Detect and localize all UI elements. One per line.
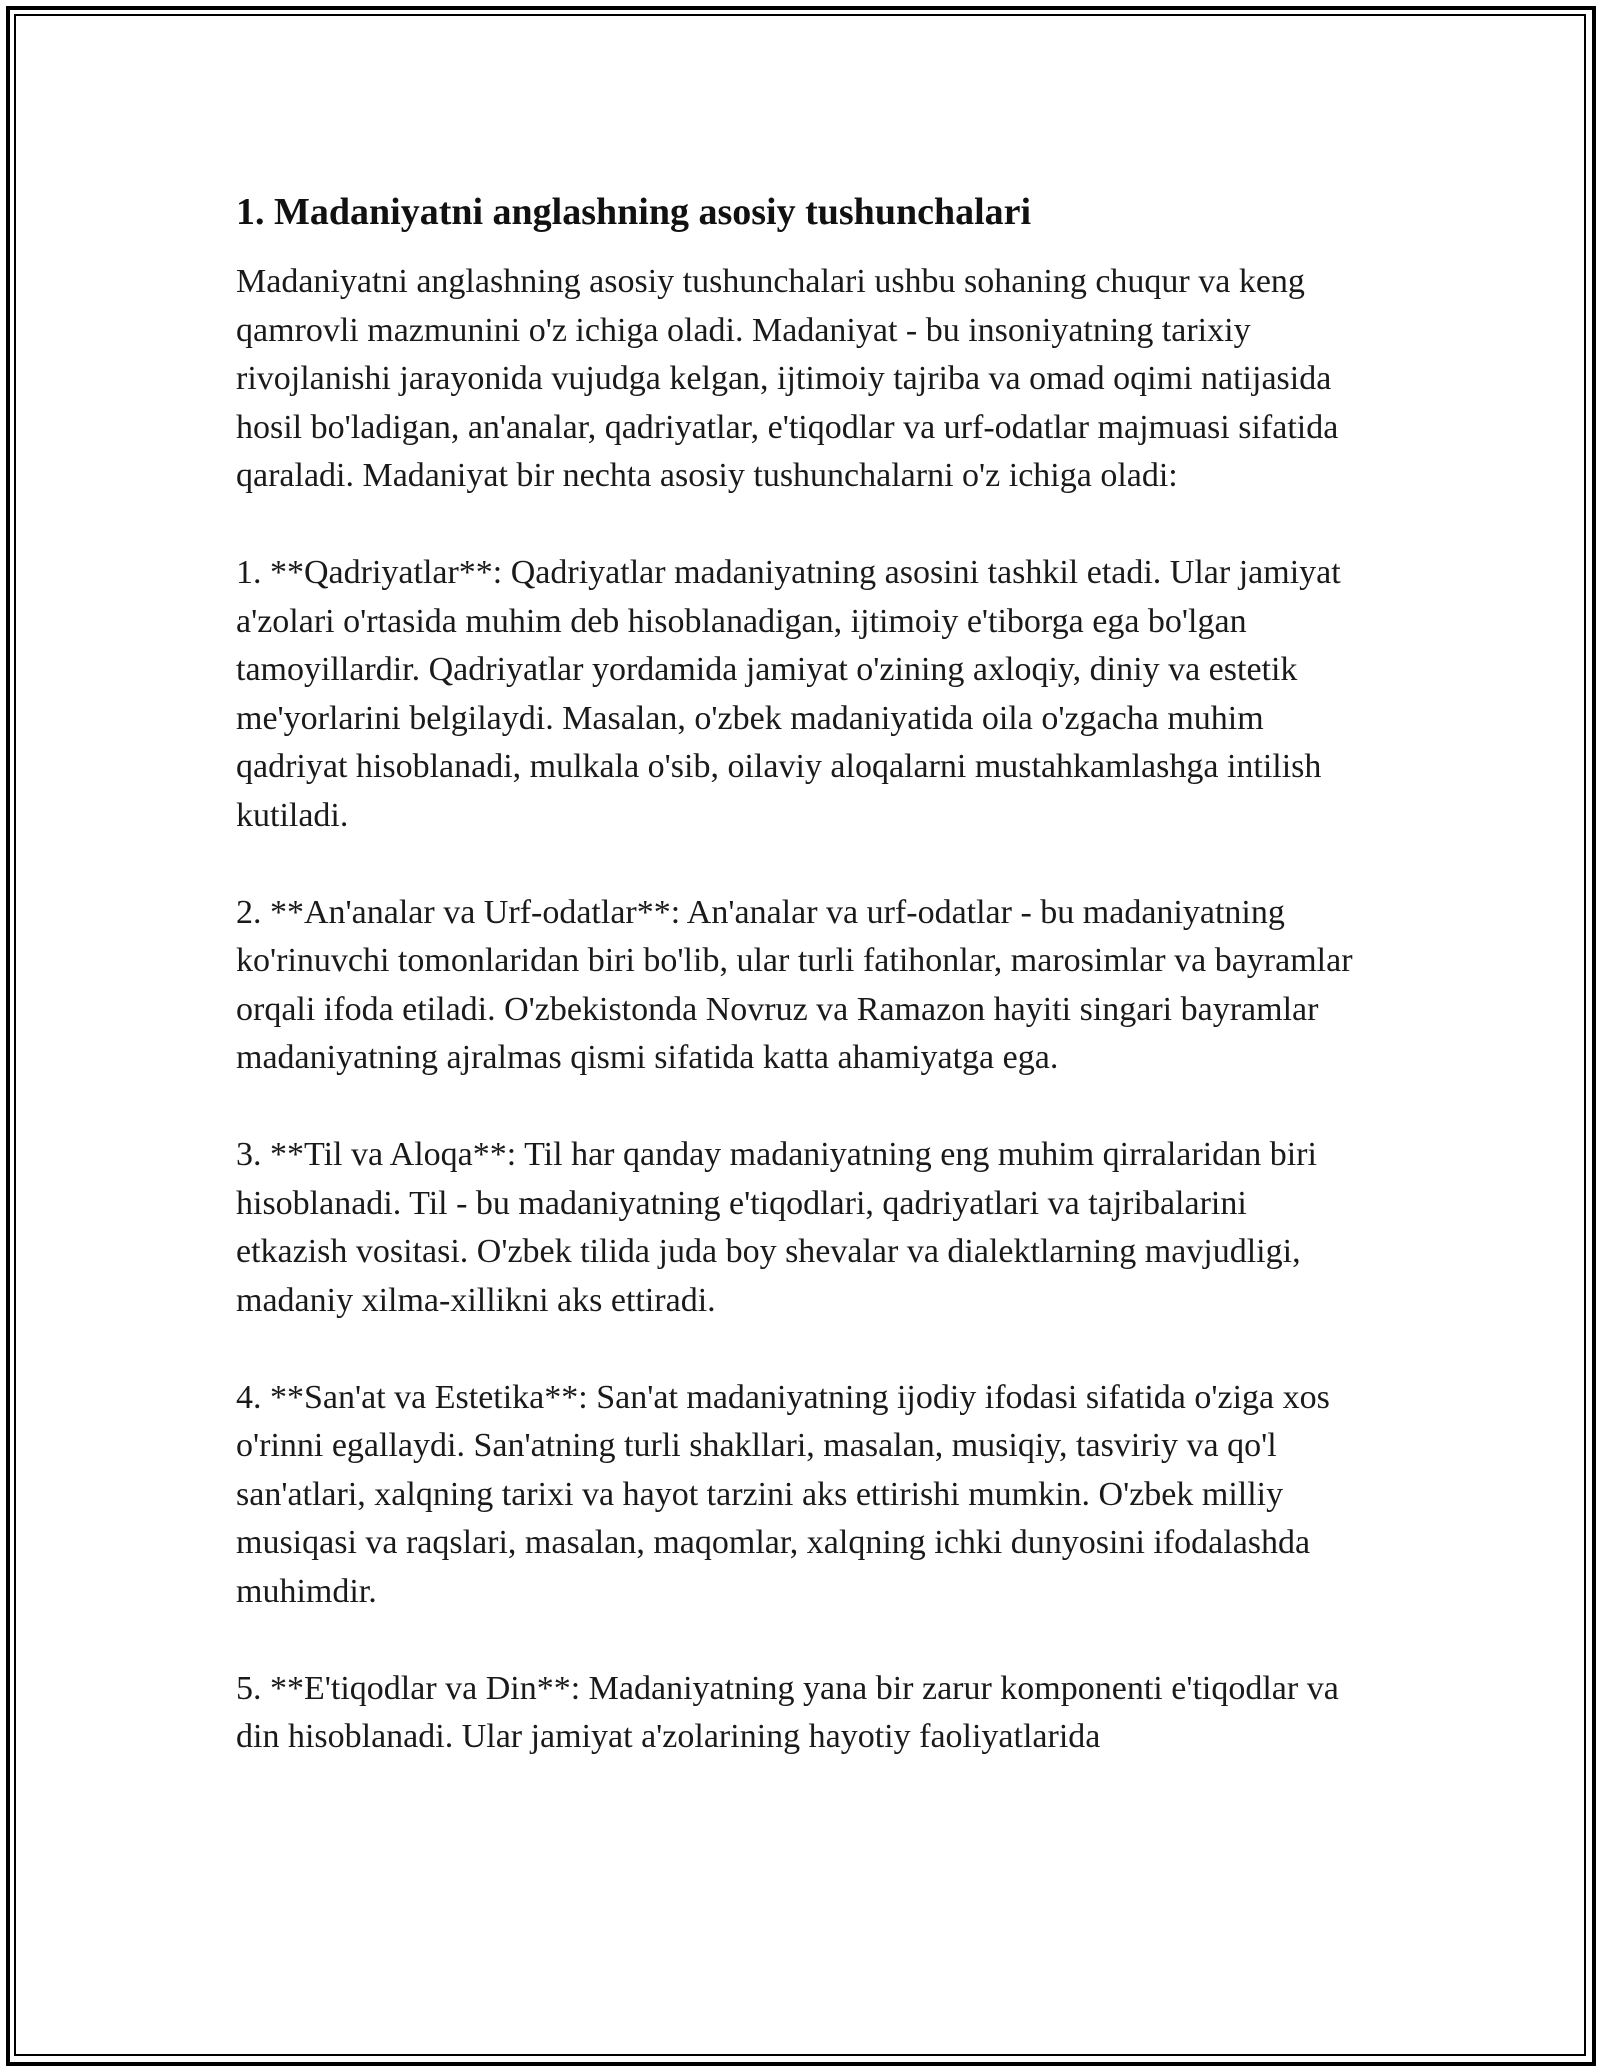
document-body	[236, 186, 1366, 1810]
paragraph-traditions: 2. **An'analar va Urf-odatlar**: An'analar va urf-odatlar - bu madaniyatning ko'rinuvchi tomonlaridan biri bo'lib, ular turli fatihonlar, marosimlar va bayramlar orqali ifoda etiladi. O'zbekistonda Novruz va Ramazon hayiti singari bayramlar madaniyatning ajralmas qismi sifatida katta ahamiyatga ega.	[236, 893, 1353, 1076]
paragraph-beliefs: 5. **E'tiqodlar va Din**: Madaniyatning yana bir zarur komponenti e'tiqodlar va din hisoblanadi. Ular jamiyat a'zolarining hayotiy faoliyatlarida	[236, 1669, 1339, 1755]
intro-paragraph: Madaniyatni anglashning asosiy tushunchalari ushbu sohaning chuqur va keng qamrovli mazmunini o'z ichiga oladi. Madaniyat - bu insoniyatning tarixiy rivojlanishi jarayonida vujudga kelgan, ijtimoiy tajriba va omad oqimi natijasida hosil bo'ladigan, an'analar, qadriyatlar, e'tiqodlar va urf-odatlar majmuasi sifatida qaraladi. Madaniyat bir nechta asosiy tushunchalarni o'z ichiga oladi:	[236, 263, 1339, 494]
paragraph-art: 4. **San'at va Estetika**: San'at madaniyatning ijodiy ifodasi sifatida o'ziga xos o'rinni egallaydi. San'atning turli shakllari, masalan, musiqiy, tasviriy va qo'l san'atlari, xalqning tarixi va hayot tarzini aks ettirishi mumkin. O'zbek milliy musiqasi va raqslari, masalan, maqomlar, xalqning ichki dunyosini ifodalashda muhimdir.	[236, 1378, 1330, 1610]
paragraph-values: 1. **Qadriyatlar**: Qadriyatlar madaniyatning asosini tashkil etadi. Ular jamiyat a'zolari o'rtasida muhim deb hisoblanadigan, ijtimoiy e'tiborga ega bo'lgan tamoyillardir. Qadriyatlar yordamida jamiyat o'zining axloqiy, diniy va estetik me'yorlarini belgilaydi. Masalan, o'zbek madaniyatida oila o'zgacha muhim qadriyat hisoblanadi, mulkala o'sib, oilaviy aloqalarni mustahkamlashga intilish kutiladi.	[236, 554, 1341, 834]
paragraph-language: 3. **Til va Aloqa**: Til har qanday madaniyatning eng muhim qirralaridan biri hisoblanadi. Til - bu madaniyatning e'tiqodlari, qadriyatlari va tajribalarini etkazish vositasi. O'zbek tilida juda boy shevalar va dialektlarning mavjudligi, madaniy xilma-xillikni aks ettiradi.	[236, 1136, 1317, 1319]
section-heading: 1. Madaniyatni anglashning asosiy tushunchalari	[236, 191, 1032, 233]
